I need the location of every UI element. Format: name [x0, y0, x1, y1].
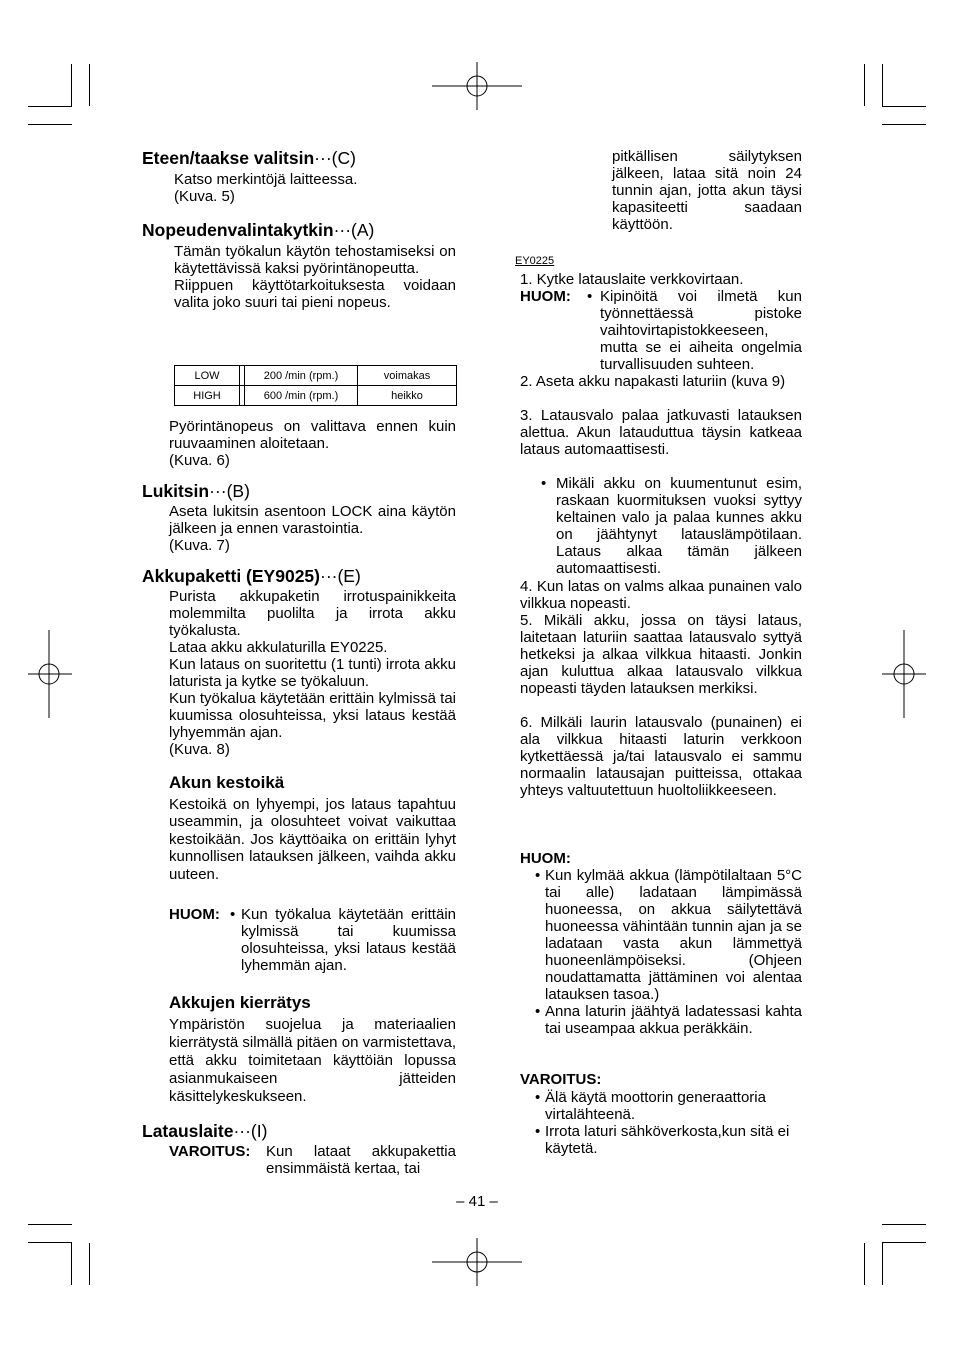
kierratys-text: Ympäristön suojelua ja materiaalien kierrätystä silmällä pitäen on varmistettava, että akku toimitetaan käyttöiän lopussa asianmukaiseen jätteiden käsittelykeskukseen. [169, 1016, 456, 1105]
bullet-icon: • [230, 906, 236, 923]
table-cell: heikko [358, 386, 457, 406]
table-cell: 600 /min (rpm.) [245, 386, 358, 406]
nopeus-text: Tämän työkalun käytön tehostamiseksi on käytettävissä kaksi pyörintänopeutta. Riippuen käyttötarkoituksesta voidaan valita joko suuri tai pieni nopeus. [174, 243, 456, 311]
step1-huom-label: HUOM: [520, 288, 571, 305]
bullet-icon: • [541, 475, 547, 492]
step3-bullet: Mikäli akku on kuumentunut esim, raskaan kuormituksen vuoksi syttyy keltainen valo ja palaa kunnes akku on jäähtynyt latauslämpötilaan. Lataus alkaa tämän jälkeen automaattisesti. [556, 475, 802, 577]
pyor-text: Pyörintänopeus on valittava ennen kuin ruuvaaminen aloitetaan. (Kuva. 6) [169, 418, 456, 469]
table-cell: voimakas [358, 366, 457, 386]
step1-huom-text: Kipinöitä voi ilmetä kun työnnettäessä pistoke vaihtovirtapistokkeeseen, mutta se ei aiheita ongelmia turvallisuuden suhteen. [600, 288, 802, 373]
heading-kierratys: Akkujen kierrätys [169, 993, 311, 1012]
bullet-icon: • [535, 1003, 541, 1020]
step4: 4. Kun latas on valms alkaa punainen valo vilkkua nopeasti. [520, 578, 802, 612]
bullet-icon: • [535, 867, 541, 884]
kestoika-huom-text: Kun työkalua käytetään erittäin kylmissä tai kuumissa olosuhteissa, yksi lataus kestää lyhemmän ajan. [241, 906, 456, 974]
varoitus-bullet-2: Irrota laturi sähköverkosta,kun sitä ei käytetä. [545, 1123, 790, 1157]
heading-nopeus: Nopeudenvalintakytkin···(A) [142, 220, 375, 240]
step2: 2. Aseta akku napakasti laturiin (kuva 9) [520, 373, 786, 390]
table-cell: HIGH [175, 386, 240, 406]
step5: 5. Mikäli akku, jossa on täysi lataus, laitetaan laturiin saattaa latausvalo syttyä hetkeksi ja alkaa vilkkua hitaasti. Jonkin ajan kuluttua alkaa latausvalo vilkkua nopeasti täyden latauksen merkiksi. [520, 612, 802, 697]
step6: 6. Milkäli laurin latausvalo (punainen) ei ala vilkkua hitaasti laturin verkkoon kytkettäessä ja/tai latausvalo ei sammu normaalin latausajan puitteissa, ottakaa yhteys valtuutettuun huoltoliikkeeseen. [520, 714, 802, 799]
right-cont-text: pitkällisen säilytyksen jälkeen, lataa sitä noin 24 tunnin ajan, jotta akun täysi kapasiteetti saadaan käyttöön. [612, 148, 802, 233]
model-label: EY0225 [515, 255, 555, 267]
heading-lukitsin: Lukitsin···(B) [142, 481, 250, 501]
varoitus-label: VAROITUS: [520, 1071, 602, 1088]
heading-kestoika: Akun kestoikä [169, 773, 285, 792]
kestoika-huom-label: HUOM: [169, 906, 220, 923]
bullet-icon: • [587, 288, 593, 305]
huom-bullet-1: Kun kylmää akkua (lämpötilaltaan 5°C tai alle) ladataan lämpimässä huoneessa, on akkua säilytettävä huoneessa vähintään tunnin ajan ja se ladataan vasta akun lämmettyä huoneenlämpöiseksi. (Ohjeen noudattamatta jättäminen voi alentaa latauksen tasoa.) [545, 867, 802, 1003]
table-cell: 200 /min (rpm.) [245, 366, 358, 386]
table-row [175, 386, 457, 406]
lukitsin-text: Aseta lukitsin asentoon LOCK aina käytön jälkeen ja ennen varastointia. (Kuva. 7) [169, 503, 456, 554]
huom-bullet-2: Anna laturin jäähtyä ladatessasi kahta tai useampaa akkua peräkkäin. [545, 1003, 802, 1037]
latauslaite-varoitus-text: Kun lataat akkupakettia ensimmäistä kertaa, tai [266, 1143, 456, 1177]
step1: 1. Kytke latauslaite verkkovirtaan. [520, 271, 744, 288]
heading-eteen: Eteen/taakse valitsin···(C) [142, 148, 356, 168]
bullet-icon: • [535, 1089, 541, 1106]
step3: 3. Latausvalo palaa jatkuvasti latauksen alettua. Akun latauduttua täysin katkeaa lataus automaattisesti. [520, 407, 802, 458]
eteen-text: Katso merkintöjä laitteessa. (Kuva. 5) [174, 171, 358, 205]
page-number: – 41 – [456, 1193, 498, 1210]
table-row [175, 366, 457, 386]
bullet-icon: • [535, 1123, 541, 1140]
heading-akku: Akkupaketti (EY9025)···(E) [142, 566, 361, 586]
speed-table [174, 365, 457, 406]
varoitus-bullet-1: Älä käytä moottorin generaattoria virtalähteenä. [545, 1089, 766, 1123]
latauslaite-varoitus-label: VAROITUS: [169, 1143, 251, 1160]
kestoika-text: Kestoikä on lyhyempi, jos lataus tapahtuu useammin, ja olosuhteet voivat vaikuttaa kestoikään. Jos käyttöaika on erittäin lyhyt kunnollisen latauksen jälkeen, vaihda akku uuteen. [169, 796, 456, 883]
huom-label: HUOM: [520, 850, 571, 867]
akku-text: Purista akkupaketin irrotuspainikkeita molemmilta puolilta ja irrota akku työkalusta. Lataa akku akkulaturilla EY0225. Kun lataus on suoritettu (1 tunti) irrota akku laturista ja kytke se työkaluun. Kun työkalua käytetään erittäin kylmissä tai kuumissa olosuhteissa, yksi lataus kestää lyhyemmän ajan. (Kuva. 8) [169, 588, 456, 758]
heading-latauslaite: Latauslaite···(I) [142, 1121, 268, 1141]
table-cell: LOW [175, 366, 240, 386]
